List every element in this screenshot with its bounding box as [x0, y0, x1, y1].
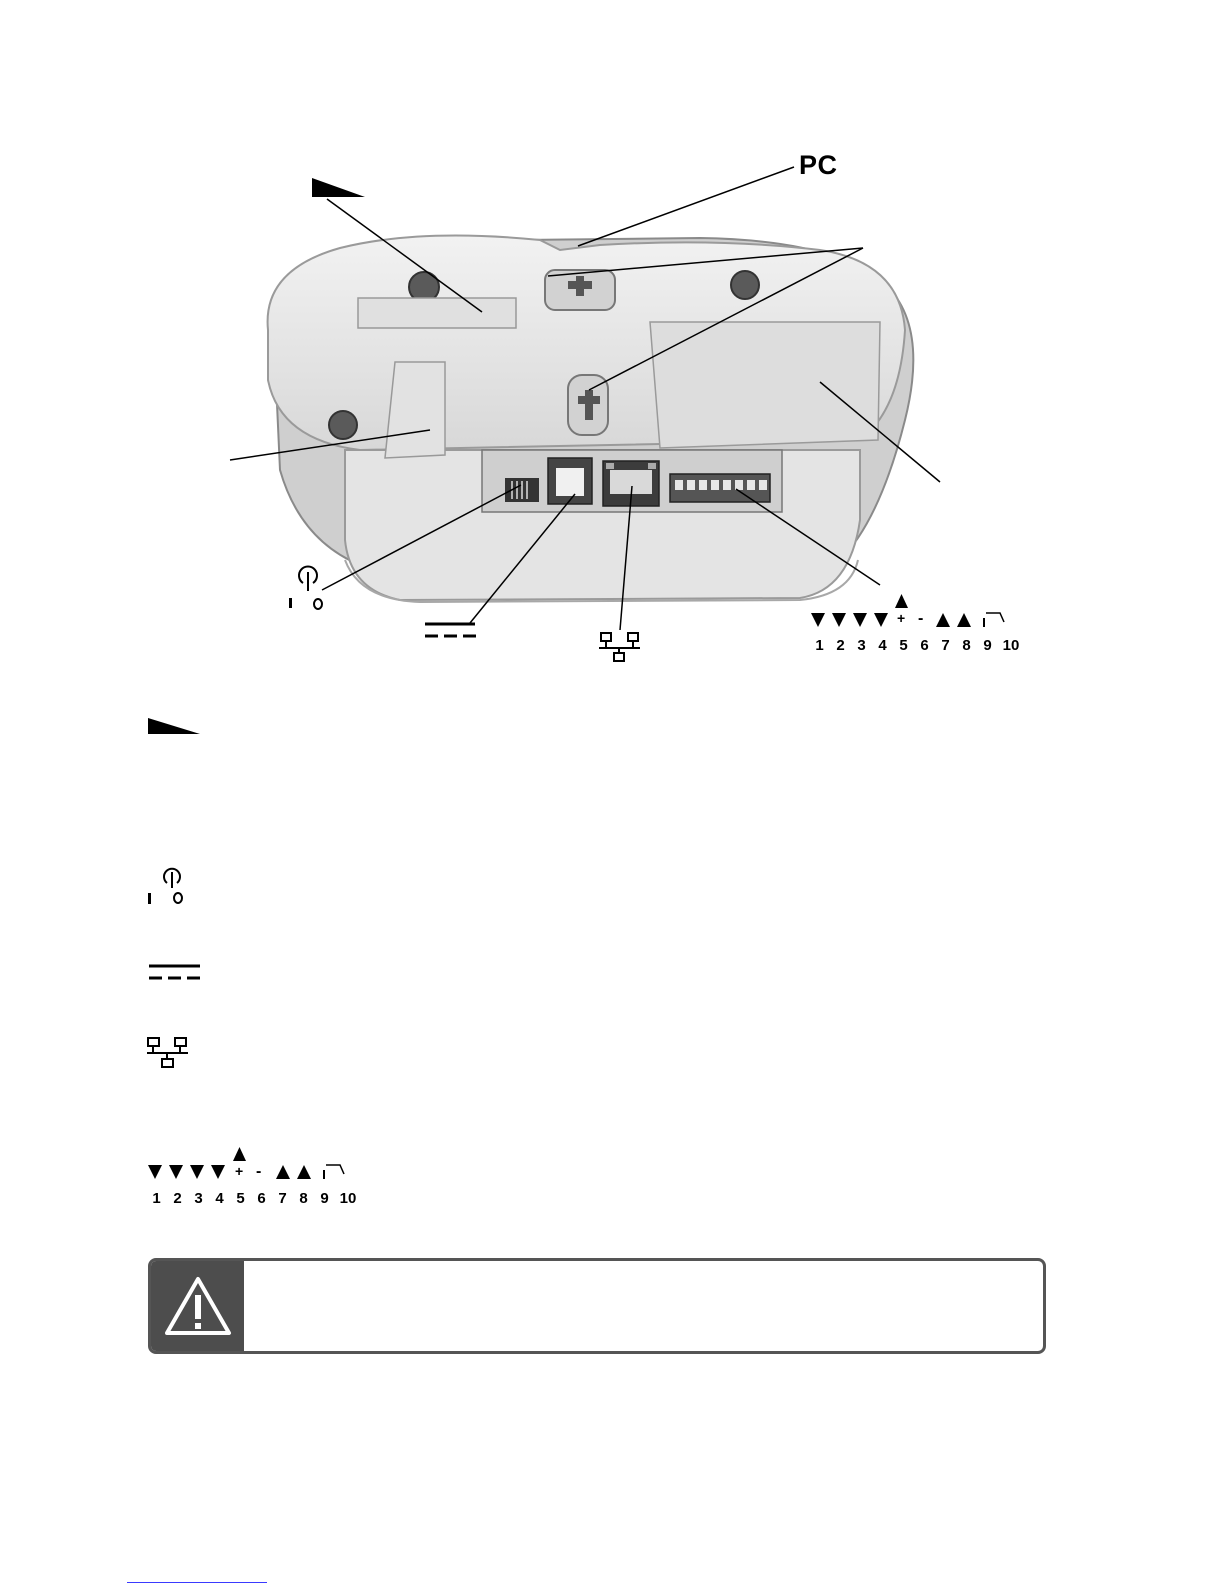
network-icon [599, 633, 640, 661]
legend-pin-10: 10 [339, 1190, 357, 1207]
figure-pin-6: 6 [920, 637, 929, 654]
power-switch-icon [289, 567, 322, 609]
pin-plus-figure: + [897, 610, 906, 626]
dc-power-jack [548, 458, 592, 504]
pin-minus-figure: - [918, 610, 924, 627]
pc-label: PC [799, 150, 838, 180]
pin-numbers-figure [809, 637, 1024, 654]
side-cover [385, 362, 445, 458]
figure-pin-5: 5 [899, 637, 908, 654]
legend-pin-8: 8 [299, 1190, 308, 1207]
warning-triangle-icon [163, 1275, 233, 1337]
pin-minus-legend: - [256, 1163, 262, 1180]
legend-pin-2: 2 [173, 1190, 182, 1207]
dc-power-icon [148, 962, 204, 984]
legend-pin-5: 5 [236, 1190, 245, 1207]
volume-wedge-icon [312, 178, 365, 197]
figure-pin-3: 3 [857, 637, 866, 654]
legend-pin-6: 6 [257, 1190, 266, 1207]
legend-pin-7: 7 [278, 1190, 287, 1207]
legend-pin-4: 4 [215, 1190, 224, 1207]
device-underside-figure [0, 0, 1225, 700]
figure-pin-2: 2 [836, 637, 845, 654]
pin-plus-legend: + [235, 1163, 244, 1179]
terminal-block [670, 474, 770, 502]
footnote-rule [127, 1582, 267, 1583]
network-icon [146, 1036, 192, 1070]
pin-symbols-legend [145, 1145, 360, 1185]
pin-numbers-legend [146, 1190, 361, 1207]
warning-box [148, 1258, 1046, 1354]
power-switch-icon [145, 866, 185, 906]
volume-wedge-icon [148, 716, 204, 738]
dc-power-icon [425, 624, 476, 636]
figure-pin-4: 4 [878, 637, 887, 654]
figure-pin-7: 7 [941, 637, 950, 654]
figure-pin-9: 9 [983, 637, 992, 654]
legend-pin-1: 1 [152, 1190, 161, 1207]
figure-pin-1: 1 [815, 637, 824, 654]
legend-pin-9: 9 [320, 1190, 329, 1207]
pin-symbols-figure [811, 594, 1004, 627]
label-panel [358, 298, 516, 328]
figure-pin-8: 8 [962, 637, 971, 654]
figure-pin-10: 10 [1002, 637, 1020, 654]
legend-pin-3: 3 [194, 1190, 203, 1207]
warning-icon-cell [151, 1261, 244, 1351]
